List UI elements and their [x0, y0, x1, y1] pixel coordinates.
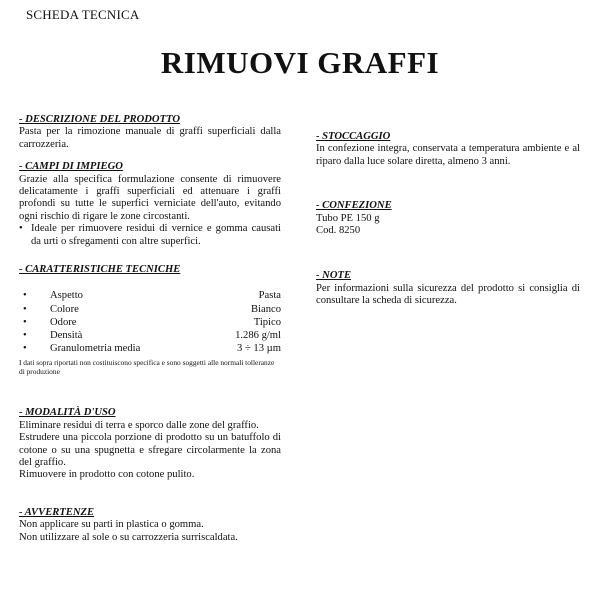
bullet-icon: • [23, 330, 27, 342]
avvertenze-line: Non utilizzare al sole o su carrozzeria surriscaldata. [19, 531, 238, 543]
spec-value: 3 ÷ 13 µm [237, 343, 281, 355]
section-heading-caratteristiche: - CARATTERISTICHE TECNICHE [19, 264, 181, 276]
section-campi-impiego [19, 161, 281, 248]
bullet-icon: • [19, 223, 23, 235]
right-column [316, 131, 580, 308]
spec-row [19, 303, 281, 316]
spec-value: Pasta [258, 290, 281, 302]
left-column [19, 114, 281, 544]
section-heading-descrizione: - DESCRIZIONE DEL PRODOTTO [19, 114, 180, 125]
campi-impiego-text: Grazie alla specifica formulazione consente di rimuovere delicatamente i graffi superficiali ed attenuare i graffi profondi su tutte le superfici verniciate dell'auto, evitando ogni rischio di rigare le zone circostanti. [19, 173, 281, 222]
section-heading-avvertenze: - AVVERTENZE [19, 506, 95, 518]
section-note [316, 270, 580, 307]
section-modalita-uso [19, 407, 281, 481]
document-header-label: SCHEDA TECNICA [26, 7, 140, 22]
spec-row [19, 329, 281, 342]
section-stoccaggio [316, 131, 580, 168]
modalita-line: Rimuovere in prodotto con cotone pulito. [19, 469, 195, 481]
stoccaggio-text: In confezione integra, conservata a temperatura ambiente e al riparo dalla luce solare diretta, almeno 3 anni. [316, 143, 580, 167]
spec-name: Odore [50, 316, 77, 328]
avvertenze-line: Non applicare su parti in plastica o gomma. [19, 519, 204, 531]
bullet-icon: • [23, 343, 27, 355]
campi-impiego-bullet-text: Ideale per rimuovere residui di vernice e gomma causati da urti o sfregamenti con altre superfici. [31, 223, 281, 247]
modalita-line: Estrudere una piccola porzione di prodotto su un batuffolo di cotone o su una spugnetta e sfregare circolarmente la zona del graffio. [19, 432, 281, 469]
spec-row [19, 342, 281, 355]
spec-value: 1.286 g/ml [235, 330, 281, 342]
bullet-icon: • [23, 303, 27, 315]
bullet-icon: • [23, 316, 27, 328]
spec-value: Bianco [250, 303, 281, 315]
spec-name: Colore [50, 303, 79, 315]
spec-row [19, 289, 281, 302]
section-heading-note: - NOTE [316, 270, 352, 282]
spec-name: Aspetto [50, 290, 83, 302]
specs-disclaimer: I dati sopra riportati non costituiscono specifica e sono soggetti alle normali tolleranze di produzione [19, 358, 275, 377]
section-avvertenze [19, 507, 281, 544]
campi-impiego-bullet [19, 223, 281, 248]
section-caratteristiche [19, 264, 281, 376]
note-text: Per informazioni sulla sicurezza del prodotto si consiglia di consultare la scheda di sicurezza. [316, 282, 580, 307]
section-descrizione [19, 114, 281, 151]
section-heading-stoccaggio: - STOCCAGGIO [316, 131, 391, 142]
spec-row [19, 316, 281, 329]
spec-name: Granulometria media [50, 343, 141, 355]
descrizione-text: Pasta per la rimozione manuale di graffi superficiali dalla carrozzeria. [19, 126, 281, 150]
spec-name: Densità [50, 330, 83, 342]
section-confezione [316, 200, 580, 237]
spec-value: Tipico [253, 316, 281, 328]
section-heading-campi-impiego: - CAMPI DI IMPIEGO [19, 161, 123, 173]
product-title: RIMUOVI GRAFFI [160, 45, 440, 80]
modalita-line: Eliminare residui di terra e sporco dalle zone del graffio. [19, 419, 259, 431]
section-heading-modalita-uso: - MODALITÀ D'USO [19, 407, 116, 419]
confezione-line: Cod. 8250 [316, 225, 361, 237]
section-heading-confezione: - CONFEZIONE [316, 200, 392, 212]
confezione-line: Tubo PE 150 g [316, 212, 380, 224]
specs-list [19, 289, 281, 355]
bullet-icon: • [23, 290, 27, 302]
